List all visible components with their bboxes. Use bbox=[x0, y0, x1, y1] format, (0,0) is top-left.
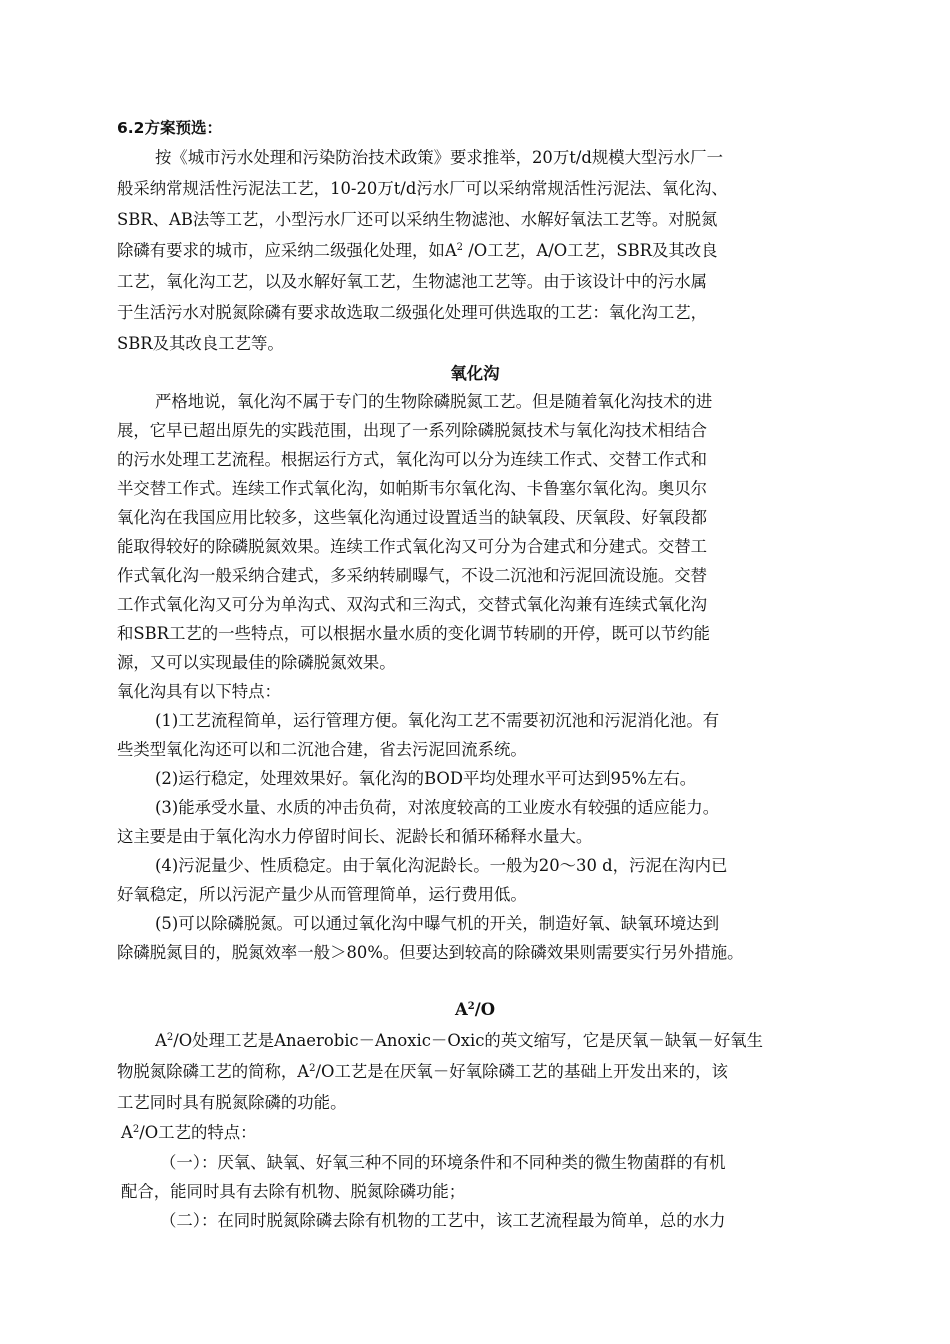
intro-line-2: 般采纳常规活性污泥法工艺，10-20万t/d污水厂可以采纳常规活性污泥法、氧化沟、 bbox=[117, 179, 728, 198]
a2o-line-3: 工艺同时具有脱氮除磷的功能。 bbox=[117, 1093, 347, 1112]
intro-line-5: 工艺，氧化沟工艺，以及水解好氧工艺，生物滤池工艺等。由于该设计中的污水属 bbox=[117, 272, 708, 291]
a2o-line-2-rest: /O工艺是在厌氧－好氧除磷工艺的基础上开发出来的，该 bbox=[315, 1062, 728, 1081]
a2o-feat-a: A bbox=[121, 1123, 133, 1142]
oxidation-ditch-heading: 氧化沟 bbox=[450, 364, 500, 383]
ox-feature-line-6: (4)污泥量少、性质稳定。由于氧化沟泥龄长。一般为20～30 d，污泥在沟内已 bbox=[155, 856, 728, 875]
ox-features-intro: 氧化沟具有以下特点： bbox=[117, 682, 281, 701]
a2o-line-2-pre: 物脱氮除磷工艺的简称，A bbox=[117, 1062, 310, 1081]
a2o-heading-sup: 2 bbox=[467, 1001, 475, 1012]
ox-para-line-9: 和SBR工艺的一些特点，可以根据水量水质的变化调节转刷的开停，既可以节约能 bbox=[117, 624, 710, 643]
intro-line-3: SBR、AB法等工艺，小型污水厂还可以采纳生物滤池、水解好氧法工艺等。对脱氮 bbox=[117, 210, 718, 229]
intro-line-7: SBR及其改良工艺等。 bbox=[117, 334, 284, 353]
ox-feature-line-1: (1)工艺流程简单，运行管理方便。氧化沟工艺不需要初沉池和污泥消化池。有 bbox=[155, 711, 720, 730]
a2o-line-1-sup: 2 bbox=[166, 1032, 174, 1043]
ox-para-line-10: 源，又可以实现最佳的除磷脱氮效果。 bbox=[117, 653, 396, 672]
intro-line-4 bbox=[117, 239, 718, 263]
a2o-feat-rest: /O工艺的特点： bbox=[139, 1123, 257, 1142]
ox-para-line-3: 的污水处理工艺流程。根据运行方式，氧化沟可以分为连续工作式、交替工作式和 bbox=[117, 450, 708, 469]
ox-feature-line-3: (2)运行稳定，处理效果好。氧化沟的BOD平均处理水平可达到95%左右。 bbox=[155, 769, 697, 788]
ox-para-line-6: 能取得较好的除磷脱氮效果。连续工作式氧化沟又可分为合建式和分建式。交替工 bbox=[117, 537, 708, 556]
intro-line-1: 按《城市污水处理和污染防治技术政策》要求推举，20万t/d规模大型污水厂一 bbox=[155, 148, 723, 167]
ox-para-line-8: 工作式氧化沟又可分为单沟式、双沟式和三沟式，交替式氧化沟兼有连续式氧化沟 bbox=[117, 595, 708, 614]
intro-line-4-text: 除磷有要求的城市，应采纳二级强化处理，如 bbox=[117, 241, 445, 260]
intro-line-4-rest: /O工艺，A/O工艺，SBR及其改良 bbox=[463, 241, 718, 260]
a2o-heading bbox=[0, 998, 950, 1022]
a2o-feat-sup: 2 bbox=[132, 1124, 140, 1135]
ox-feature-line-4: (3)能承受水量、水质的冲击负荷，对浓度较高的工业废水有较强的适应能力。 bbox=[155, 798, 720, 817]
ox-para-line-4: 半交替工作式。连续工作式氧化沟，如帕斯韦尔氧化沟、卡鲁塞尔氧化沟。奥贝尔 bbox=[117, 479, 708, 498]
ox-para-line-1: 严格地说，氧化沟不属于专门的生物除磷脱氮工艺。但是随着氧化沟技术的进 bbox=[155, 392, 713, 411]
ox-para-line-7: 作式氧化沟一般采纳合建式，多采纳转刷曝气，不设二沉池和污泥回流设施。交替 bbox=[117, 566, 708, 585]
ox-feature-line-5: 这主要是由于氧化沟水力停留时间长、泥龄长和循环稀释水量大。 bbox=[117, 827, 593, 846]
intro-a2o-sup: 2 bbox=[456, 242, 464, 253]
a2o-heading-o: /O bbox=[474, 1000, 495, 1019]
a2o-features-intro bbox=[121, 1121, 257, 1145]
a2o-line-2-sup: 2 bbox=[309, 1063, 316, 1074]
ox-feature-line-7: 好氧稳定，所以污泥产量少从而管理简单，运行费用低。 bbox=[117, 885, 527, 904]
a2o-item-line-1: （一）：厌氧、缺氧、好氧三种不同的环境条件和不同种类的微生物菌群的有机 bbox=[160, 1153, 726, 1172]
a2o-line-1-a: A bbox=[155, 1031, 167, 1050]
a2o-item-line-3: （二）：在同时脱氮除磷去除有机物的工艺中，该工艺流程最为简单，总的水力 bbox=[160, 1211, 726, 1230]
a2o-line-1-rest: /O处理工艺是Anaerobic－Anoxic－Oxic的英文缩写，它是厌氧－缺氧－好氧生 bbox=[173, 1031, 764, 1050]
ox-para-line-5: 氧化沟在我国应用比较多，这些氧化沟通过设置适当的缺氧段、厌氧段、好氧段都 bbox=[117, 508, 708, 527]
ox-feature-line-9: 除磷脱氮目的，脱氮效率一般＞80%。但要达到较高的除磷效果则需要实行另外措施。 bbox=[117, 943, 744, 962]
a2o-item-line-2: 配合，能同时具有去除有机物、脱氮除磷功能； bbox=[121, 1182, 466, 1201]
ox-feature-line-2: 些类型氧化沟还可以和二沉池合建，省去污泥回流系统。 bbox=[117, 740, 527, 759]
a2o-line-2 bbox=[117, 1060, 728, 1084]
ox-feature-line-8: (5)可以除磷脱氮。可以通过氧化沟中曝气机的开关，制造好氧、缺氧环境达到 bbox=[155, 914, 720, 933]
ox-para-line-2: 展，它早已超出原先的实践范围，出现了一系列除磷脱氮技术与氧化沟技术相结合 bbox=[117, 421, 708, 440]
section-heading: 6.2方案预选： bbox=[117, 119, 222, 137]
intro-a2o-letter: A bbox=[444, 241, 457, 260]
a2o-line-1 bbox=[155, 1029, 763, 1053]
intro-line-6: 于生活污水对脱氮除磷有要求故选取二级强化处理可供选取的工艺：氧化沟工艺， bbox=[117, 303, 708, 322]
a2o-heading-a: A bbox=[455, 1000, 468, 1019]
